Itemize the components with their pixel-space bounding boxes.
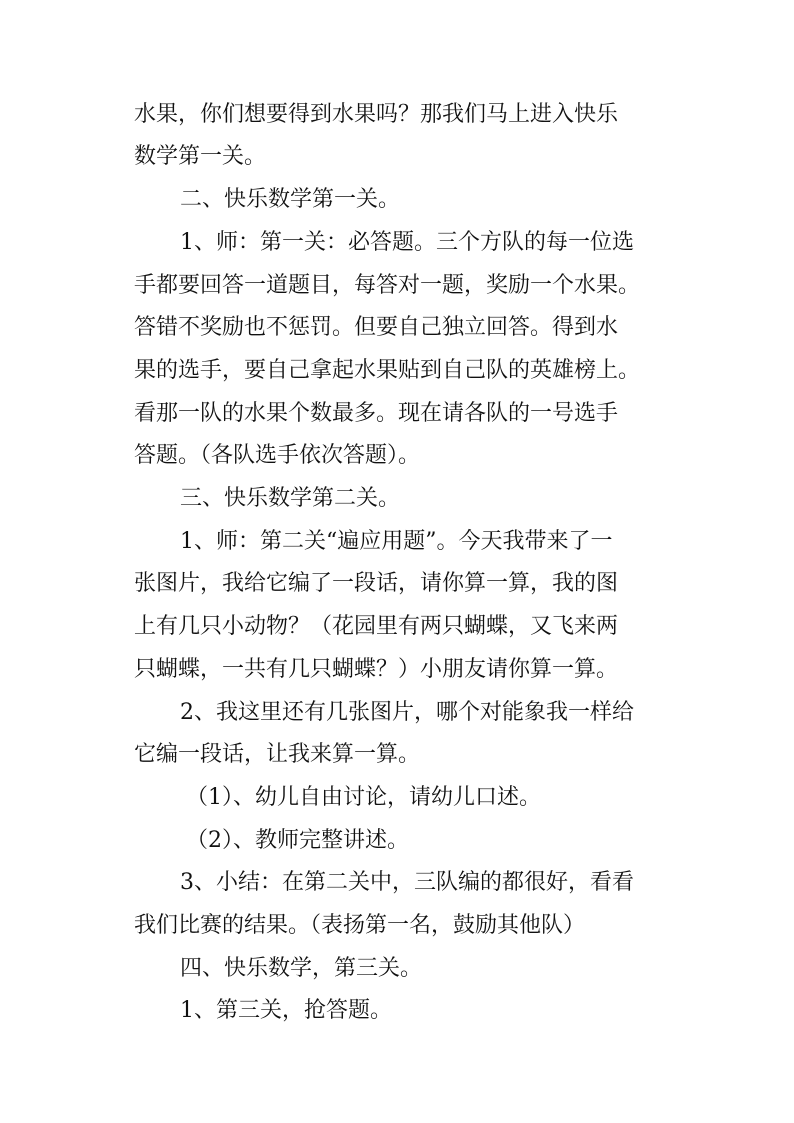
text-line: 1、第三关，抢答题。 [180, 998, 392, 1023]
text-line: 答错不奖励也不惩罚。但要自己独立回答。得到水 [134, 315, 619, 340]
text-line: 它编一段话，让我来算一算。 [134, 742, 421, 767]
text-line: 我们比赛的结果。（表扬第一名，鼓励其他队） [134, 913, 586, 938]
text-line: 3、小结：在第二关中，三队编的都很好，看看 [180, 870, 634, 895]
section-heading: 三、快乐数学第二关。 [180, 486, 401, 511]
text-line: 张图片，我给它编了一段话，请你算一算，我的图 [134, 571, 619, 596]
text-line: 水果，你们想要得到水果吗？那我们马上进入快乐 [134, 102, 619, 127]
section-heading: 四、快乐数学，第三关。 [180, 956, 423, 981]
text-line: 1、师：第二关“遍应用题”。今天我带来了一 [180, 529, 613, 554]
text-line: 2、我这里还有几张图片，哪个对能象我一样给 [180, 700, 634, 725]
text-line: 只蝴蝶，一共有几只蝴蝶？）小朋友请你算一算。 [134, 657, 619, 682]
text-line: 1、师：第一关：必答题。三个方队的每一位选 [180, 230, 634, 255]
text-line: 手都要回答一道题目，每答对一题，奖励一个水果。 [134, 273, 641, 298]
section-heading: 二、快乐数学第一关。 [180, 187, 401, 212]
text-line: （2）、教师完整讲述。 [186, 828, 409, 853]
text-line: 上有几只小动物？（花园里有两只蝴蝶，又飞来两 [134, 614, 619, 639]
text-line: 数学第一关。 [134, 144, 267, 169]
text-line: 答题。（各队选手依次答题）。 [134, 443, 421, 468]
text-line: 果的选手，要自己拿起水果贴到自己队的英雄榜上。 [134, 358, 641, 383]
text-line: 看那一队的水果个数最多。现在请各队的一号选手 [134, 401, 619, 426]
text-line: （1）、幼儿自由讨论，请幼儿口述。 [186, 785, 541, 810]
